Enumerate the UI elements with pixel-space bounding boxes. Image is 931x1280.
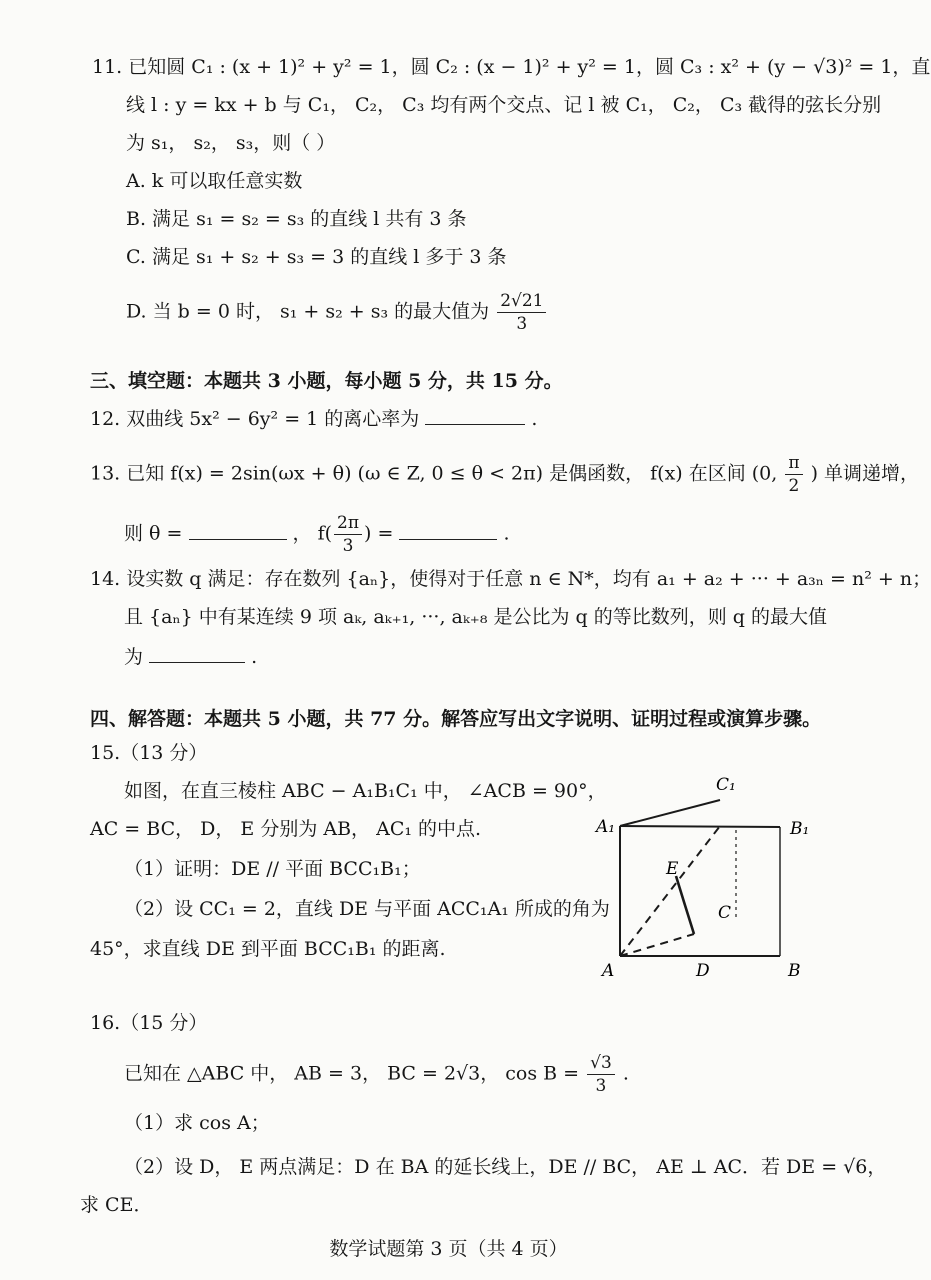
q16-part2-continued: 求 CE． [80, 1194, 153, 1216]
q15-part2-continued: 45°，求直线 DE 到平面 BCC₁B₁ 的距离. [90, 938, 446, 960]
q12-end: . [531, 408, 538, 430]
q11-option-a: A. k 可以取任意实数 [126, 170, 303, 192]
label-c1: C₁ [716, 775, 736, 795]
page-footer: 数学试题第 3 页（共 4 页） [329, 1238, 568, 1260]
q14-answer-blank[interactable] [149, 644, 245, 663]
q11-option-d-text: D. 当 b = 0 时， s₁ + s₂ + s₃ 的最大值为 [126, 300, 490, 323]
section3-heading: 三、填空题：本题共 3 小题，每小题 5 分，共 15 分。 [90, 370, 563, 392]
edge-a-c-dashed [620, 934, 694, 956]
q16-part2: （2）设 D， E 两点满足：D 在 BA 的延长线上，DE // BC， AE ⊥ AC．若 DE = √6， [124, 1156, 887, 1178]
q16-fraction-denominator: 3 [595, 1076, 607, 1096]
q16-line1 [124, 1052, 629, 1097]
q13-line1-suffix: ) 单调递增， [810, 462, 920, 485]
edge-a1-b1 [620, 826, 780, 827]
q15-line2: AC = BC， D， E 分别为 AB， AC₁ 的中点. [90, 818, 482, 840]
q11-fraction-denominator: 3 [516, 314, 528, 334]
q13-arg-fraction [334, 512, 362, 557]
q16-part1: （1）求 cos A； [124, 1112, 270, 1134]
q15-line1: 如图，在直三棱柱 ABC − A₁B₁C₁ 中， ∠ACB = 90°， [124, 780, 607, 802]
label-a1: A₁ [596, 817, 616, 837]
q16-header: 16.（15 分） [90, 1012, 208, 1034]
q13-line1-text: 13. 已知 f(x) = 2sin(ωx + θ) (ω ∈ Z, 0 ≤ θ < 2π) 是偶函数， f(x) 在区间 (0, [90, 462, 778, 485]
q15-part1: （1）证明：DE // 平面 BCC₁B₁； [124, 858, 421, 880]
q13-line2 [124, 512, 510, 557]
section4-heading: 四、解答题：本题共 5 小题，共 77 分。解答应写出文字说明、证明过程或演算步骤。 [90, 708, 822, 730]
q13-fraction-denominator: 2 [788, 476, 800, 496]
q15-header: 15.（13 分） [90, 742, 208, 764]
label-e: E [666, 859, 679, 879]
q15-part2: （2）设 CC₁ = 2，直线 DE 与平面 ACC₁A₁ 所成的角为 [124, 898, 610, 920]
q13-interval-fraction [785, 452, 802, 497]
q11-option-d [126, 290, 548, 335]
q14-line2: 且 {aₙ} 中有某连续 9 项 aₖ, aₖ₊₁, ···, aₖ₊₈ 是公比为 q 的等比数列，则 q 的最大值 [124, 606, 827, 628]
edge-a-c1-dashed [620, 826, 720, 956]
q11-option-b: B. 满足 s₁ = s₂ = s₃ 的直线 l 共有 3 条 [126, 208, 467, 230]
q11-line3: 为 s₁， s₂， s₃，则（ ） [126, 132, 336, 154]
q16-line1-text: 已知在 △ABC 中， AB = 3， BC = 2√3， cos B = [124, 1062, 580, 1085]
q11-option-c: C. 满足 s₁ + s₂ + s₃ = 3 的直线 l 多于 3 条 [126, 246, 507, 268]
label-b: B [788, 961, 801, 981]
q16-fraction-numerator: √3 [587, 1052, 615, 1075]
q12-text: 12. 双曲线 5x² − 6y² = 1 的离心率为 [90, 408, 420, 430]
q13-theta-label: 则 θ = [124, 522, 183, 545]
q14-line3-text: 为 [124, 646, 144, 668]
segment-e-d [676, 876, 694, 934]
prism-figure [590, 770, 820, 985]
q11-line2: 线 l : y = kx + b 与 C₁， C₂， C₃ 均有两个交点、记 l 被 C₁， C₂， C₃ 截得的弦长分别 [126, 94, 882, 116]
q13-theta-blank[interactable] [189, 521, 287, 540]
q16-line1-end: . [622, 1062, 629, 1085]
q12 [90, 406, 537, 432]
q13-line1 [90, 452, 919, 497]
q11-fraction-numerator: 2√21 [497, 290, 546, 313]
q11-option-d-fraction [497, 290, 546, 335]
q13-arg-denominator: 3 [342, 536, 354, 556]
edge-a1-c1 [620, 800, 720, 826]
q11-line1: 11. 已知圆 C₁ : (x + 1)² + y² = 1，圆 C₂ : (x − 1)² + y² = 1，圆 C₃ : x² + (y − √3)² = 1，直 [92, 56, 931, 78]
q13-arg-numerator: 2π [334, 512, 362, 535]
q13-f-label: ， f( [292, 522, 333, 545]
q13-f-equals: ) = [364, 522, 394, 545]
label-d: D [696, 961, 710, 981]
label-c: C [718, 903, 732, 923]
q14-line1: 14. 设实数 q 满足：存在数列 {aₙ}，使得对于任意 n ∈ N*，均有 a₁ + a₂ + ··· + a₃ₙ = n² + n； [90, 568, 931, 590]
q14-line3 [124, 644, 257, 670]
q13-fraction-numerator: π [785, 452, 802, 475]
q12-answer-blank[interactable] [425, 406, 525, 425]
q16-cos-fraction [587, 1052, 615, 1097]
label-b1: B₁ [790, 819, 810, 839]
q13-end: . [503, 522, 510, 545]
label-a: A [602, 961, 615, 981]
q14-end: . [251, 646, 258, 668]
q13-f-blank[interactable] [399, 521, 497, 540]
